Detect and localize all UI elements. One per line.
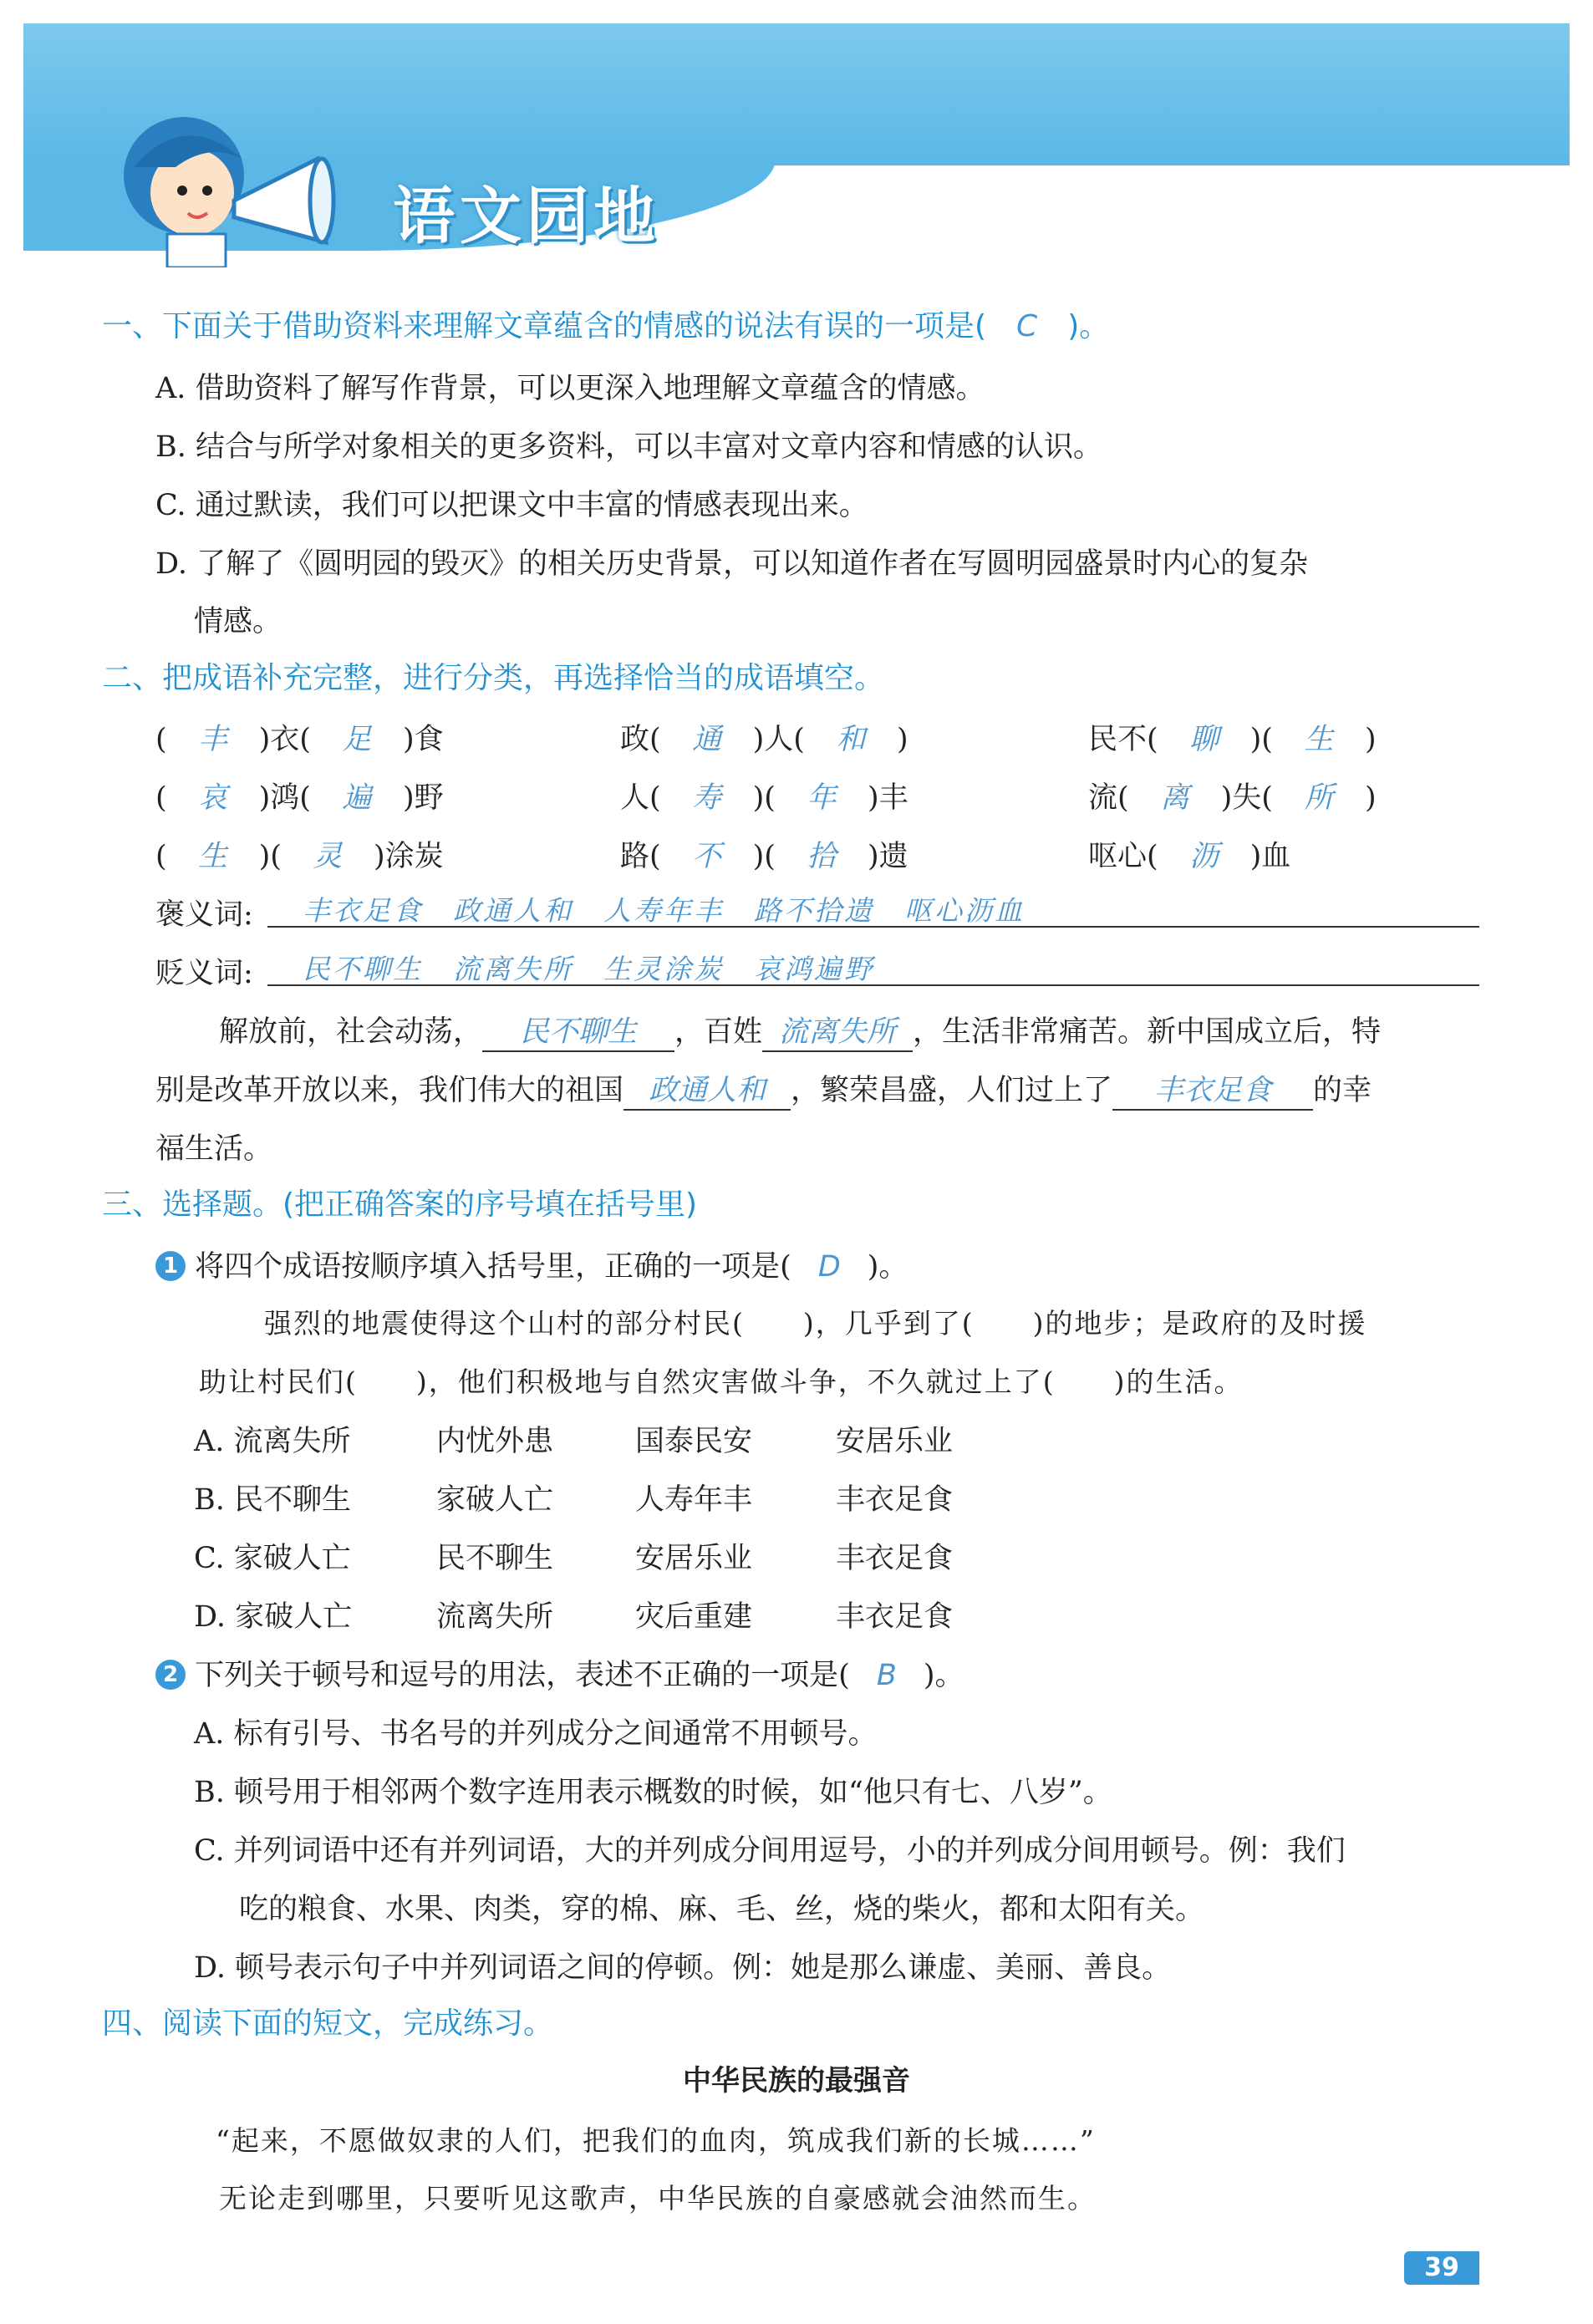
q1-option-c: C. 通过默读，我们可以把课文中丰富的情感表现出来。 bbox=[155, 489, 868, 522]
section-2-heading: 二、把成语补充完整，进行分类，再选择恰当的成语填空。 bbox=[102, 661, 885, 695]
q3-sub1-option-b: B. 民不聊生 家破人亡 人寿年丰 丰衣足食 bbox=[194, 1483, 954, 1517]
q3-sub1-option-c: C. 家破人亡 民不聊生 安居乐业 丰衣足食 bbox=[194, 1542, 954, 1575]
q3-sub1-answer: D bbox=[817, 1250, 841, 1284]
fill-paragraph-line2: 别是改革开放以来，我们伟大的祖国 政通人和 ，繁荣昌盛，人们过上了 丰衣足食 的幸 bbox=[155, 1067, 1372, 1111]
passage-line-1: “起来，不愿做奴隶的人们，把我们的血肉，筑成我们新的长城……” bbox=[216, 2124, 1096, 2157]
idiom-r2c1: ( 哀 )鸿( 遍 )野 bbox=[155, 781, 444, 815]
idiom-r3c1: ( 生 )( 灵 )涂炭 bbox=[155, 840, 444, 873]
idiom-r3c3: 呕心( 沥 )血 bbox=[1088, 840, 1291, 873]
q3-sub2-badge: 2 bbox=[155, 1660, 186, 1690]
idiom-r1c1: ( 丰 )衣( 足 )食 bbox=[155, 723, 444, 756]
q3-sub2-option-d: D. 顿号表示句子中并列词语之间的停顿。例：她是那么谦虚、美丽、善良。 bbox=[194, 1951, 1172, 1985]
section-4-heading: 四、阅读下面的短文，完成练习。 bbox=[102, 2006, 554, 2041]
derog-label: 贬义词: bbox=[155, 957, 253, 990]
fill-paragraph-line1: 解放前，社会动荡， 民不聊生 ，百姓 流离失所 ，生活非常痛苦。新中国成立后，特 bbox=[219, 1009, 1381, 1052]
q3-sub2-option-c-cont: 吃的粮食、水果、肉类，穿的棉、麻、毛、丝，烧的柴火，都和太阳有关。 bbox=[239, 1893, 1205, 1926]
passage-title: 中华民族的最强音 bbox=[683, 2064, 910, 2098]
praise-answer: 丰衣足食 政通人和 人寿年丰 路不拾遗 呕心沥血 bbox=[303, 894, 1025, 927]
idiom-r1c2: 政( 通 )人( 和 ) bbox=[620, 723, 908, 756]
section-1-heading: 一、下面关于借助资料来理解文章蕴含的情感的说法有误的一项是( C )。 bbox=[102, 309, 1110, 343]
q3-sub1-passage-2: 助让村民们( )，他们积极地与自然灾害做斗争，不久就过上了( )的生活。 bbox=[199, 1365, 1244, 1398]
q3-sub2-option-b: B. 顿号用于相邻两个数字连用表示概数的时候，如“他只有七、八岁”。 bbox=[194, 1776, 1112, 1809]
q3-sub2-option-c: C. 并列词语中还有并列词语，大的并列成分间用逗号，小的并列成分间用顿号。例：我们 bbox=[194, 1834, 1346, 1868]
q1-option-d-cont: 情感。 bbox=[194, 605, 282, 638]
praise-label: 褒义词: bbox=[155, 898, 253, 932]
idiom-r2c2: 人( 寿 )( 年 )丰 bbox=[620, 781, 908, 815]
q1-answer: C bbox=[1016, 309, 1038, 343]
page-title: 语文园地 bbox=[393, 181, 660, 252]
q1-option-a: A. 借助资料了解写作背景，可以更深入地理解文章蕴含的情感。 bbox=[155, 372, 985, 405]
q1-option-d: D. 了解了《圆明园的毁灭》的相关历史背景，可以知道作者在写圆明园盛景时内心的复杂 bbox=[155, 547, 1309, 581]
q3-sub2-option-a: A. 标有引号、书名号的并列成分之间通常不用顿号。 bbox=[194, 1717, 878, 1751]
passage-line-2: 无论走到哪里，只要听见这歌声，中华民族的自豪感就会油然而生。 bbox=[219, 2182, 1097, 2215]
fill-paragraph-line3: 福生活。 bbox=[155, 1132, 273, 1166]
section-3-heading: 三、选择题。(把正确答案的序号填在括号里) bbox=[102, 1187, 698, 1222]
girl-megaphone-icon bbox=[109, 100, 376, 267]
q1-option-b: B. 结合与所学对象相关的更多资料，可以丰富对文章内容和情感的认识。 bbox=[155, 430, 1102, 464]
idiom-r3c2: 路( 不 )( 拾 )遗 bbox=[620, 840, 908, 873]
idiom-r2c3: 流( 离 )失( 所 ) bbox=[1088, 781, 1377, 815]
page-number: 39 bbox=[1404, 2251, 1479, 2285]
q3-sub1-option-d: D. 家破人亡 流离失所 灾后重建 丰衣足食 bbox=[194, 1600, 954, 1634]
q3-sub1-badge: 1 bbox=[155, 1251, 186, 1281]
q3-sub1: 1 将四个成语按顺序填入括号里，正确的一项是( D )。 bbox=[155, 1243, 908, 1285]
q3-sub2-answer: B bbox=[876, 1659, 897, 1692]
q3-sub2: 2 下列关于顿号和逗号的用法，表述不正确的一项是( B )。 bbox=[155, 1652, 964, 1694]
q3-sub1-passage-1: 强烈的地震使得这个山村的部分村民( )，几乎到了( )的地步；是政府的及时援 bbox=[264, 1307, 1367, 1340]
derog-answer: 民不聊生 流离失所 生灵涂炭 哀鸿遍野 bbox=[303, 953, 874, 985]
q3-sub1-option-a: A. 流离失所 内忧外患 国泰民安 安居乐业 bbox=[194, 1425, 954, 1458]
idiom-r1c3: 民不( 聊 )( 生 ) bbox=[1088, 723, 1377, 756]
